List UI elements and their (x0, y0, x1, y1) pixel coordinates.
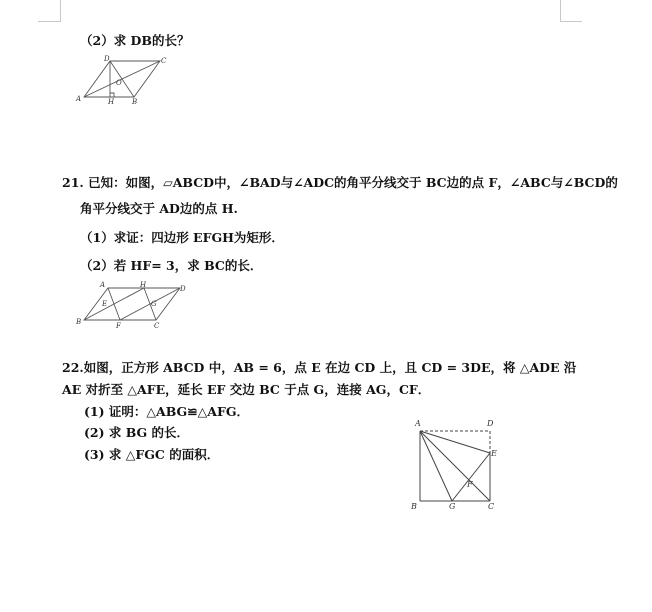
q21-label-b: B (76, 318, 82, 326)
q22-square-figure (405, 412, 505, 517)
q22-label-b: B (411, 502, 417, 511)
q20-part2: （2）求 DB的长？ (80, 33, 190, 48)
crop-mark-left-horizontal (38, 21, 61, 22)
q22-part2: (2) 求 BG 的长． (84, 425, 190, 440)
q21-label-c: C (154, 322, 160, 330)
q22-label-f: F (467, 480, 473, 489)
q22-label-c: C (488, 502, 495, 511)
q21-label-d: D (180, 285, 186, 293)
crop-mark-right-vertical (560, 0, 561, 22)
crop-mark-right-horizontal (560, 21, 582, 22)
q21-label-a: A (100, 281, 106, 289)
crop-mark-left-vertical (60, 0, 61, 22)
q20-label-h: H (108, 98, 115, 106)
q20-label-c: C (161, 57, 167, 65)
q21-label-e: E (102, 300, 108, 308)
q20-parallelogram-figure (72, 54, 167, 106)
q22-statement-line2: AE 对折至 △AFE，延长 EF 交边 BC 于点 G，连接 AG，CF． (62, 382, 431, 397)
q22-label-d: D (487, 419, 494, 428)
q21-label-h: H (140, 281, 147, 289)
q22-label-e: E (491, 449, 497, 458)
q22-statement-line1: 22.如图，正方形 ABCD 中，AB = 6，点 E 在边 CD 上，且 CD = 3DE，将 △ADE 沿 (62, 360, 577, 375)
q21-part1: （1）求证：四边形 EFGH为矩形． (80, 230, 284, 245)
q20-label-d: D (104, 55, 110, 63)
q21-statement-line2: 角平分线交于 AD边的点 H. (80, 201, 238, 216)
q21-label-f: F (116, 322, 121, 330)
q21-part2: （2）若 HF= 3，求 BC的长． (80, 258, 263, 273)
q21-statement-line1: 21. 已知：如图，▱ABCD中，∠BAD与∠ADC的角平分线交于 BC边的点 F，∠ABC与∠BCD的 (62, 175, 618, 190)
q20-label-a: A (76, 95, 82, 103)
q22-label-a: A (415, 419, 421, 428)
q20-label-b: B (132, 98, 138, 106)
q22-part3: (3) 求 △FGC 的面积． (84, 447, 220, 462)
q22-label-g: G (449, 502, 456, 511)
q21-label-g: G (151, 300, 157, 308)
q21-parallelogram-figure (72, 280, 190, 330)
q22-part1: (1) 证明：△ABG≌△AFG． (84, 404, 249, 419)
q20-label-o: O (116, 79, 122, 87)
